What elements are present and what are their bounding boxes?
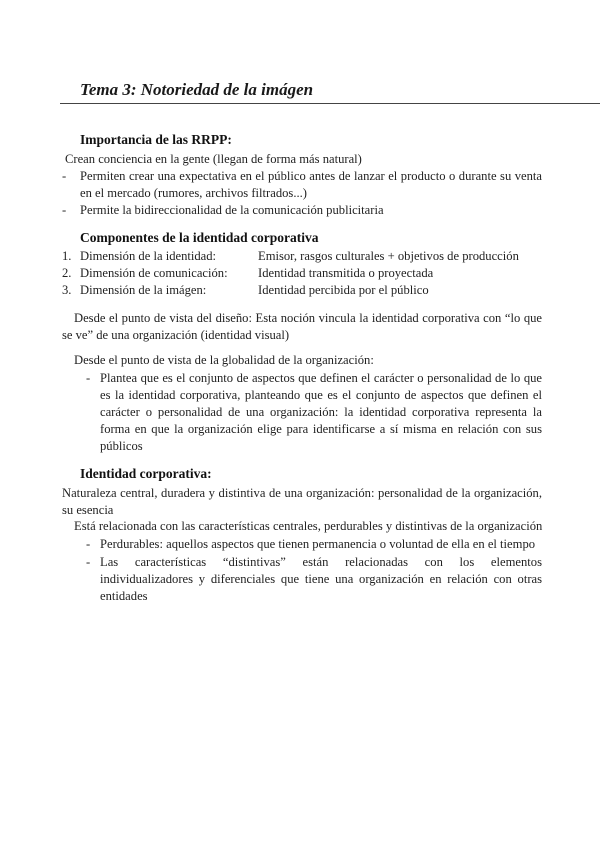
rrpp-intro: Crean conciencia en la gente (llegan de forma más natural) (65, 152, 362, 166)
rrpp-bullet-1: Permiten crear una expectativa en el público antes de lanzar el producto o durante su venta en el mercado (rumores, archivos filtrados...) (80, 169, 542, 200)
bullet-marker: - (86, 537, 91, 551)
dimension-value-identidad: Emisor, rasgos culturales + objetivos de producción (258, 249, 519, 263)
bullet-marker: - (86, 371, 91, 385)
rrpp-bullet-2: Permite la bidireccionalidad de la comunicación publicitaria (80, 203, 384, 217)
list-number: 1. (62, 249, 72, 263)
paragraph-diseno: Desde el punto de vista del diseño: Esta noción vincula la identidad corporativa con “lo que se ve” de una organización (identidad visual) (62, 311, 542, 342)
list-number: 3. (62, 283, 72, 297)
title-divider (60, 103, 600, 104)
paragraph-globalidad: Desde el punto de vista de la globalidad de la organización: (74, 353, 374, 367)
bullet-marker: - (86, 555, 91, 569)
dimension-label-imagen: Dimensión de la imágen: (80, 283, 207, 297)
identidad-bullet-1: Perdurables: aquellos aspectos que tienen permanencia o voluntad de ella en el tiempo (100, 537, 536, 551)
list-number: 2. (62, 266, 72, 280)
dimension-label-comunicacion: Dimensión de comunicación: (80, 266, 228, 280)
section-heading-componentes: Componentes de la identidad corporativa (80, 230, 319, 245)
section-heading-identidad: Identidad corporativa: (80, 466, 212, 481)
page-title: Tema 3: Notoriedad de la imágen (80, 80, 314, 99)
paragraph-naturaleza: Naturaleza central, duradera y distintiva de una organización: personalidad de la organización, su esencia (62, 486, 542, 517)
paragraph-relacionada: Está relacionada con las características centrales, perdurables y distintivas de la organización (74, 519, 543, 533)
dimension-value-imagen: Identidad percibida por el público (258, 283, 429, 297)
dimension-label-identidad: Dimensión de la identidad: (80, 249, 217, 263)
identidad-bullet-2: Las características “distintivas” están relacionadas con los elementos individualizadores y diferenciales que tiene una organización en relación con otras entidades (100, 555, 542, 603)
globalidad-bullet: Plantea que es el conjunto de aspectos que definen el carácter o personalidad de lo que es la identidad corporativa, planteando que es el conjunto de aspectos que definen el carácter o personalidad de una organización: la identidad corporativa representa la forma en que la organización elige para identificarse a sí misma en relación con sus públicos (100, 371, 542, 453)
bullet-marker: - (62, 169, 67, 183)
bullet-marker: - (62, 203, 67, 217)
dimension-value-comunicacion: Identidad transmitida o proyectada (258, 266, 434, 280)
section-heading-rrpp: Importancia de las RRPP: (80, 132, 232, 147)
